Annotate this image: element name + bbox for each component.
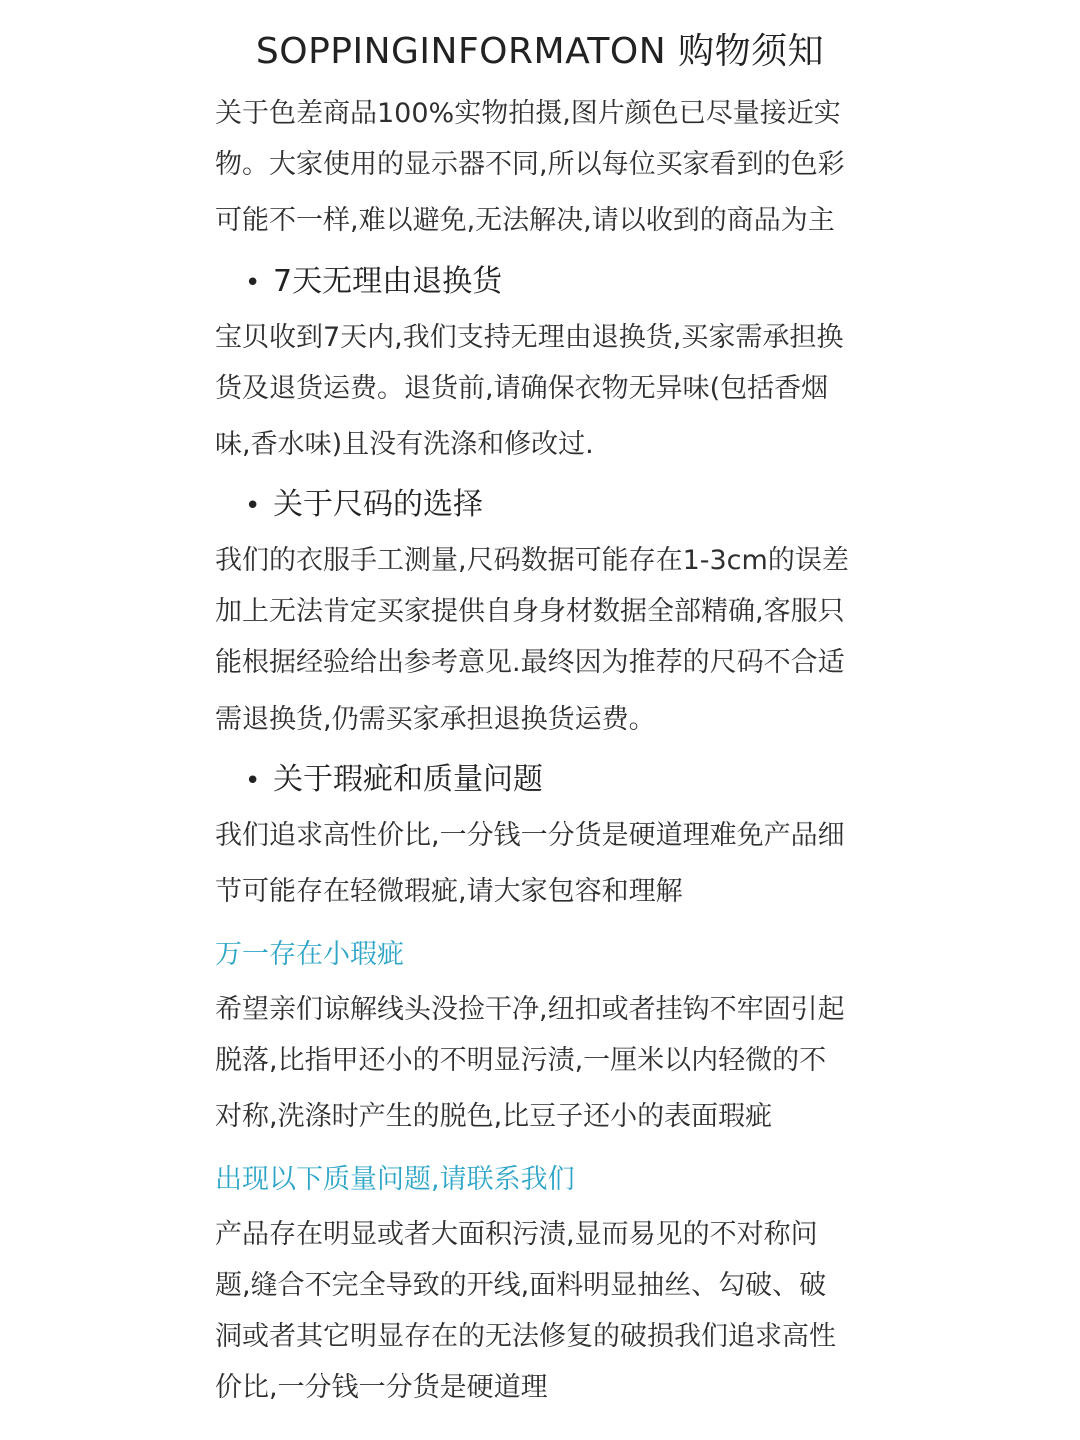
bullet-icon: • — [245, 491, 261, 521]
section-heading-quality — [245, 758, 543, 803]
subheading-contact-us: 出现以下质量问题,请联系我们 — [215, 1164, 575, 1195]
major-line: 洞或者其它明显存在的无法修复的破损我们追求高性 — [215, 1321, 836, 1352]
section-line: 需退换货,仍需买家承担退换货运费。 — [215, 704, 656, 735]
section-line: 我们的衣服手工测量,尺码数据可能存在1-3cm的误差 — [215, 545, 849, 576]
section-heading-label: 关于尺码的选择 — [273, 487, 483, 522]
section-line: 味,香水味)且没有洗涤和修改过. — [215, 429, 594, 460]
section-line: 宝贝收到7天内,我们支持无理由退换货,买家需承担换 — [215, 322, 844, 353]
section-heading-label: 7天无理由退换货 — [273, 264, 503, 299]
page-title: SOPPINGINFORMATON 购物须知 — [255, 31, 825, 72]
section-heading-returns — [245, 260, 502, 305]
section-line: 能根据经验给出参考意见.最终因为推荐的尺码不合适 — [215, 647, 845, 678]
bullet-icon: • — [245, 766, 261, 796]
minor-line: 希望亲们谅解线头没捡干净,纽扣或者挂钩不牢固引起 — [215, 994, 845, 1025]
major-line: 产品存在明显或者大面积污渍,显而易见的不对称问 — [215, 1219, 818, 1250]
section-line: 节可能存在轻微瑕疵,请大家包容和理解 — [215, 876, 683, 907]
major-line: 题,缝合不完全导致的开线,面料明显抽丝、勾破、破 — [215, 1270, 827, 1301]
subheading-minor-flaws: 万一存在小瑕疵 — [215, 939, 404, 970]
minor-line: 对称,洗涤时产生的脱色,比豆子还小的表面瑕疵 — [215, 1101, 773, 1132]
bullet-icon: • — [245, 268, 261, 298]
section-heading-size — [245, 483, 483, 528]
section-line: 货及退货运费。退货前,请确保衣物无异味(包括香烟 — [215, 373, 829, 404]
minor-line: 脱落,比指甲还小的不明显污渍,一厘米以内轻微的不 — [215, 1045, 827, 1076]
section-line: 我们追求高性价比,一分钱一分货是硬道理难免产品细 — [215, 820, 845, 851]
intro-line: 物。大家使用的显示器不同,所以每位买家看到的色彩 — [215, 149, 845, 180]
major-line: 价比,一分钱一分货是硬道理 — [215, 1372, 548, 1403]
intro-line: 可能不一样,难以避免,无法解决,请以收到的商品为主 — [215, 205, 835, 236]
intro-line: 关于色差商品100%实物拍摄,图片颜色已尽量接近实 — [215, 98, 841, 129]
section-heading-label: 关于瑕疵和质量问题 — [273, 762, 543, 797]
section-line: 加上无法肯定买家提供自身身材数据全部精确,客服只 — [215, 596, 845, 627]
